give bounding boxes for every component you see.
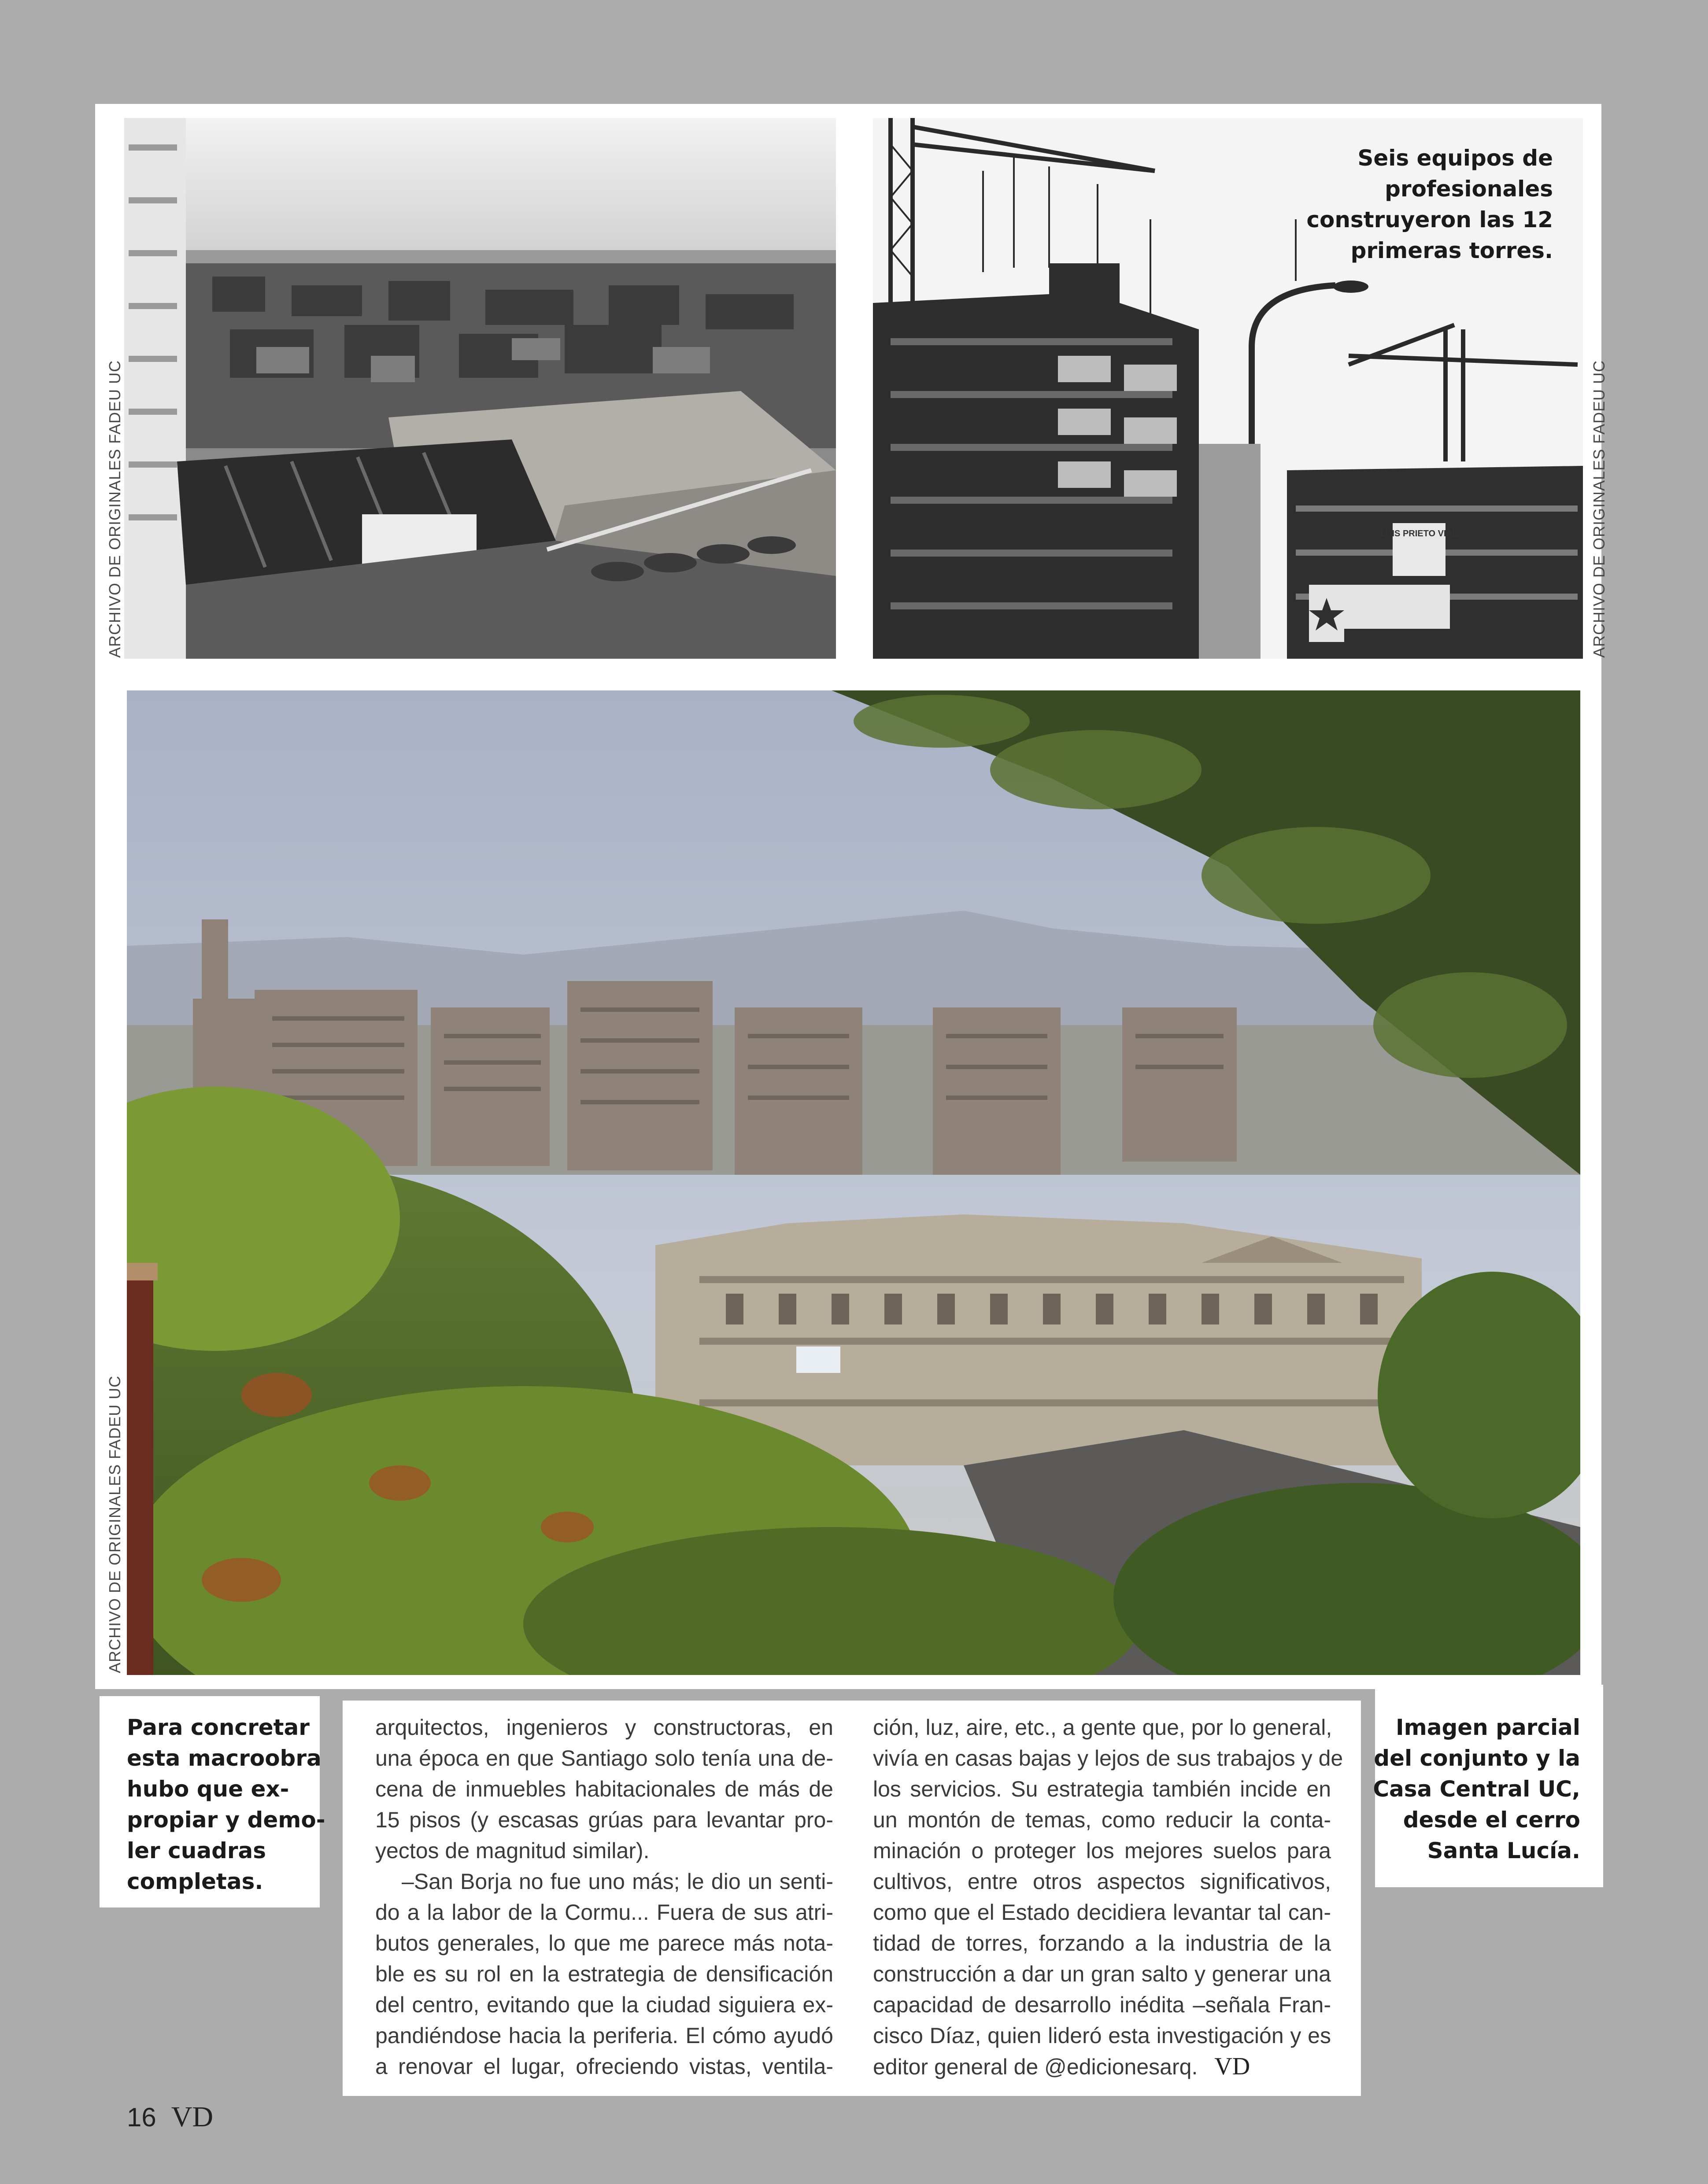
photo-credit-main: ARCHIVO DE ORIGINALES FADEU UC (106, 1375, 124, 1673)
caption-line: Imagen parcial (1396, 1715, 1580, 1740)
body-line: cisco Díaz, quien lideró esta investigación y es (873, 2023, 1331, 2048)
body-column-1 (375, 1712, 833, 2082)
body-line: 15 pisos (y escasas grúas para levantar pro- (375, 1808, 833, 1832)
page-number: 16 (127, 2103, 156, 2132)
body-line: del centro, evitando que la ciudad siguiera ex- (375, 1992, 833, 2017)
body-line (873, 2051, 1331, 2082)
body-line: tidad de torres, forzando a la industria de la (873, 1931, 1331, 1955)
sign-text: LUIS PRIETO VIAL (1380, 529, 1458, 539)
caption-line: completas. (127, 1869, 263, 1894)
body-line: como que el Estado decidiera levantar tal can- (873, 1900, 1331, 1925)
body-line: a renovar el lugar, ofreciendo vistas, ventila- (375, 2054, 833, 2079)
photo-main (127, 690, 1580, 1675)
caption-line: Seis equipos de (1357, 145, 1553, 171)
caption-line: Para concretar (127, 1715, 310, 1740)
page-folio (127, 2100, 213, 2134)
caption-right (1373, 1712, 1580, 1866)
caption-line: Santa Lucía. (1427, 1838, 1580, 1863)
body-line: cultivos, entre otros aspectos significativos, (873, 1869, 1331, 1894)
body-line: arquitectos, ingenieros y constructoras, en (375, 1715, 833, 1740)
caption-line: profesionales (1385, 176, 1553, 202)
photo-credit-top-right: ARCHIVO DE ORIGINALES FADEU UC (1590, 360, 1608, 658)
body-line: ble es su rol en la estrategia de densificación (375, 1962, 833, 1986)
caption-line: primeras torres. (1350, 238, 1553, 263)
body-line: butos generales, lo que me parece más nota- (375, 1931, 833, 1955)
body-line: una época en que Santiago solo tenía una de- (375, 1746, 833, 1771)
body-line: do a la labor de la Cormu... Fuera de sus atri- (375, 1900, 833, 1925)
caption-line: esta macroobra (127, 1745, 322, 1771)
caption-line: construyeron las 12 (1306, 207, 1553, 232)
caption-line: hubo que ex- (127, 1776, 289, 1802)
photo-top-left (124, 118, 836, 659)
body-last-text: editor general de @edicionesarq. (873, 2055, 1198, 2079)
body-line: –San Borja no fue uno más; le dio un senti- (402, 1869, 833, 1894)
body-column-2 (873, 1712, 1343, 2082)
photo-credit-top-left: ARCHIVO DE ORIGINALES FADEU UC (106, 360, 124, 658)
body-line: construcción a dar un gran salto y generar una (873, 1962, 1331, 1986)
magazine-logo: VD (171, 2101, 214, 2133)
caption-line: desde el cerro (1403, 1807, 1580, 1833)
body-line: yectos de magnitud similar). (375, 1838, 650, 1863)
caption-line: propiar y demo- (127, 1807, 325, 1833)
body-line: minación o proteger los mejores suelos para (873, 1838, 1331, 1863)
body-line: ción, luz, aire, etc., a gente que, por lo general, (873, 1715, 1332, 1740)
body-line: pandiéndose hacia la periferia. El cómo ayudó (375, 2023, 833, 2048)
caption-left (127, 1712, 325, 1897)
body-line: vivía en casas bajas y lejos de sus trabajos y de (873, 1746, 1343, 1771)
caption-line: Casa Central UC, (1373, 1776, 1580, 1802)
body-line: los servicios. Su estrategia también incide en (873, 1777, 1331, 1801)
body-line: cena de inmuebles habitacionales de más de (375, 1777, 833, 1801)
caption-top-right (1306, 143, 1553, 266)
caption-line: ler cuadras (127, 1838, 266, 1863)
caption-line: del conjunto y la (1374, 1745, 1580, 1771)
end-mark: VD (1214, 2053, 1250, 2080)
body-line: capacidad de desarrollo inédita –señala Fran- (873, 1992, 1331, 2017)
body-line: un montón de temas, como reducir la conta- (873, 1808, 1331, 1832)
